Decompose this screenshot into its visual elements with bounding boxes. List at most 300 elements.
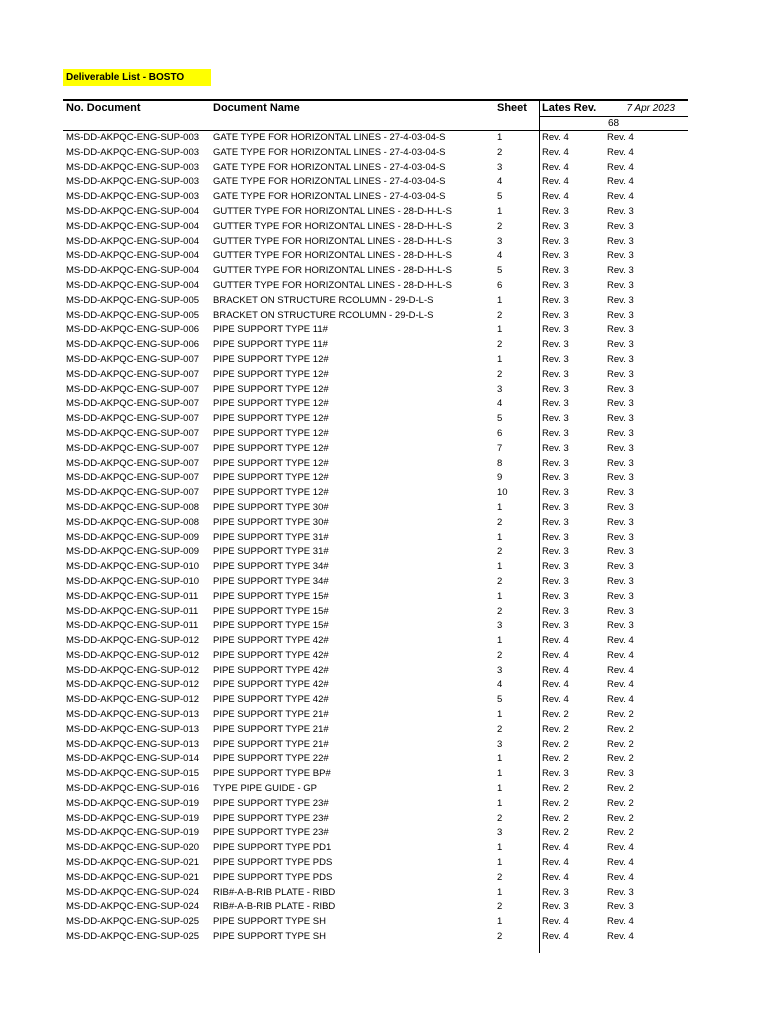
- cell-sheet: 1: [497, 635, 503, 647]
- cell-document-number: MS-DD-AKPQC-ENG-SUP-016: [66, 783, 200, 795]
- cell-sheet: 3: [497, 161, 503, 173]
- table-row: [0, 264, 768, 279]
- table-row: [0, 871, 768, 886]
- cell-sheet: 2: [497, 339, 503, 351]
- cell-current-rev: Rev. 4: [607, 842, 634, 854]
- cell-document-number: MS-DD-AKPQC-ENG-SUP-005: [66, 309, 200, 321]
- document-title: Deliverable List - BOSTO: [63, 69, 211, 86]
- cell-document-number: MS-DD-AKPQC-ENG-SUP-012: [66, 635, 200, 647]
- cell-document-number: MS-DD-AKPQC-ENG-SUP-020: [66, 842, 200, 854]
- cell-document-name: PIPE SUPPORT TYPE 12#: [213, 487, 329, 499]
- cell-sheet: 1: [497, 294, 503, 306]
- cell-current-rev: Rev. 3: [607, 413, 634, 425]
- cell-current-rev: Rev. 2: [607, 827, 634, 839]
- cell-document-name: PIPE SUPPORT TYPE SH: [213, 931, 326, 943]
- cell-document-name: PIPE SUPPORT TYPE 11#: [213, 339, 328, 351]
- cell-document-number: MS-DD-AKPQC-ENG-SUP-004: [66, 235, 200, 247]
- cell-document-name: PIPE SUPPORT TYPE 30#: [213, 516, 329, 528]
- cell-document-name: PIPE SUPPORT TYPE 34#: [213, 575, 329, 587]
- cell-document-name: PIPE SUPPORT TYPE 12#: [213, 383, 329, 395]
- cell-document-name: TYPE PIPE GUIDE - GP: [213, 783, 317, 795]
- subheader-count: 68: [608, 118, 620, 129]
- cell-sheet: 6: [497, 279, 503, 291]
- cell-sheet: 2: [497, 901, 503, 913]
- cell-lates-rev: Rev. 3: [542, 353, 569, 365]
- table-row: [0, 397, 768, 412]
- cell-document-name: GUTTER TYPE FOR HORIZONTAL LINES - 28-D-H-L-S: [213, 279, 452, 291]
- cell-sheet: 1: [497, 886, 503, 898]
- cell-sheet: 5: [497, 413, 503, 425]
- cell-lates-rev: Rev. 2: [542, 797, 569, 809]
- cell-document-number: MS-DD-AKPQC-ENG-SUP-021: [66, 871, 200, 883]
- cell-current-rev: Rev. 3: [607, 427, 634, 439]
- cell-lates-rev: Rev. 4: [542, 871, 569, 883]
- cell-current-rev: Rev. 3: [607, 516, 634, 528]
- table-row: [0, 693, 768, 708]
- cell-sheet: 3: [497, 235, 503, 247]
- cell-document-name: PIPE SUPPORT TYPE 15#: [213, 605, 329, 617]
- cell-document-number: MS-DD-AKPQC-ENG-SUP-021: [66, 857, 200, 869]
- cell-document-name: PIPE SUPPORT TYPE PD1: [213, 842, 332, 854]
- cell-lates-rev: Rev. 3: [542, 487, 569, 499]
- table-row: [0, 516, 768, 531]
- cell-lates-rev: Rev. 3: [542, 442, 569, 454]
- cell-current-rev: Rev. 3: [607, 620, 634, 632]
- table-row: [0, 723, 768, 738]
- table-row: [0, 856, 768, 871]
- cell-document-number: MS-DD-AKPQC-ENG-SUP-004: [66, 250, 200, 262]
- table-row: [0, 664, 768, 679]
- cell-document-number: MS-DD-AKPQC-ENG-SUP-007: [66, 427, 200, 439]
- cell-sheet: 10: [497, 487, 508, 499]
- cell-document-number: MS-DD-AKPQC-ENG-SUP-013: [66, 738, 200, 750]
- cell-document-name: PIPE SUPPORT TYPE 21#: [213, 738, 329, 750]
- cell-current-rev: Rev. 3: [607, 531, 634, 543]
- cell-lates-rev: Rev. 4: [542, 191, 569, 203]
- cell-lates-rev: Rev. 4: [542, 664, 569, 676]
- cell-document-name: BRACKET ON STRUCTURE RCOLUMN - 29-D-L-S: [213, 294, 434, 306]
- cell-sheet: 5: [497, 265, 503, 277]
- cell-lates-rev: Rev. 3: [542, 279, 569, 291]
- cell-current-rev: Rev. 3: [607, 353, 634, 365]
- cell-document-name: GUTTER TYPE FOR HORIZONTAL LINES - 28-D-H-L-S: [213, 235, 452, 247]
- cell-current-rev: Rev. 4: [607, 146, 634, 158]
- cell-current-rev: Rev. 2: [607, 797, 634, 809]
- cell-current-rev: Rev. 3: [607, 442, 634, 454]
- cell-sheet: 1: [497, 324, 503, 336]
- cell-document-number: MS-DD-AKPQC-ENG-SUP-003: [66, 132, 200, 143]
- table-row: [0, 634, 768, 649]
- cell-document-name: PIPE SUPPORT TYPE 12#: [213, 427, 329, 439]
- cell-sheet: 4: [497, 398, 503, 410]
- table-row: [0, 471, 768, 486]
- table-row: [0, 205, 768, 220]
- cell-lates-rev: Rev. 4: [542, 842, 569, 854]
- cell-sheet: 4: [497, 679, 503, 691]
- cell-lates-rev: Rev. 2: [542, 709, 569, 721]
- cell-document-number: MS-DD-AKPQC-ENG-SUP-013: [66, 709, 200, 721]
- cell-current-rev: Rev. 4: [607, 694, 634, 706]
- cell-lates-rev: Rev. 3: [542, 427, 569, 439]
- cell-sheet: 2: [497, 146, 503, 158]
- cell-current-rev: Rev. 3: [607, 294, 634, 306]
- cell-document-name: PIPE SUPPORT TYPE 42#: [213, 694, 329, 706]
- cell-lates-rev: Rev. 4: [542, 176, 569, 188]
- cell-lates-rev: Rev. 4: [542, 132, 569, 143]
- cell-lates-rev: Rev. 3: [542, 575, 569, 587]
- table-row: [0, 175, 768, 190]
- cell-document-number: MS-DD-AKPQC-ENG-SUP-006: [66, 339, 200, 351]
- cell-document-number: MS-DD-AKPQC-ENG-SUP-014: [66, 753, 200, 765]
- cell-sheet: 4: [497, 250, 503, 262]
- cell-lates-rev: Rev. 4: [542, 146, 569, 158]
- cell-sheet: 1: [497, 531, 503, 543]
- cell-document-number: MS-DD-AKPQC-ENG-SUP-007: [66, 383, 200, 395]
- cell-current-rev: Rev. 3: [607, 457, 634, 469]
- cell-lates-rev: Rev. 4: [542, 857, 569, 869]
- cell-document-number: MS-DD-AKPQC-ENG-SUP-008: [66, 516, 200, 528]
- cell-document-name: PIPE SUPPORT TYPE 12#: [213, 368, 329, 380]
- cell-current-rev: Rev. 4: [607, 857, 634, 869]
- cell-document-name: BRACKET ON STRUCTURE RCOLUMN - 29-D-L-S: [213, 309, 434, 321]
- cell-lates-rev: Rev. 4: [542, 679, 569, 691]
- cell-current-rev: Rev. 2: [607, 753, 634, 765]
- cell-document-name: GATE TYPE FOR HORIZONTAL LINES - 27-4-03-04-S: [213, 191, 446, 203]
- cell-current-rev: Rev. 2: [607, 709, 634, 721]
- cell-sheet: 5: [497, 191, 503, 203]
- table-row: [0, 930, 768, 945]
- cell-document-name: GATE TYPE FOR HORIZONTAL LINES - 27-4-03-04-S: [213, 161, 446, 173]
- cell-sheet: 1: [497, 842, 503, 854]
- cell-document-number: MS-DD-AKPQC-ENG-SUP-010: [66, 561, 200, 573]
- cell-lates-rev: Rev. 3: [542, 398, 569, 410]
- cell-document-number: MS-DD-AKPQC-ENG-SUP-009: [66, 546, 200, 558]
- cell-sheet: 3: [497, 383, 503, 395]
- table-row: [0, 841, 768, 856]
- cell-document-number: MS-DD-AKPQC-ENG-SUP-012: [66, 664, 200, 676]
- cell-document-number: MS-DD-AKPQC-ENG-SUP-007: [66, 442, 200, 454]
- cell-document-number: MS-DD-AKPQC-ENG-SUP-011: [66, 620, 199, 632]
- cell-document-name: RIB#-A-B-RIB PLATE - RIBD: [213, 886, 336, 898]
- cell-sheet: 1: [497, 916, 503, 928]
- table-row: [0, 886, 768, 901]
- cell-sheet: 1: [497, 753, 503, 765]
- cell-document-number: MS-DD-AKPQC-ENG-SUP-012: [66, 679, 200, 691]
- cell-current-rev: Rev. 4: [607, 635, 634, 647]
- cell-document-number: MS-DD-AKPQC-ENG-SUP-011: [66, 605, 199, 617]
- cell-lates-rev: Rev. 4: [542, 161, 569, 173]
- cell-lates-rev: Rev. 3: [542, 294, 569, 306]
- cell-lates-rev: Rev. 2: [542, 827, 569, 839]
- cell-lates-rev: Rev. 2: [542, 723, 569, 735]
- cell-sheet: 9: [497, 472, 503, 484]
- cell-sheet: 1: [497, 797, 503, 809]
- cell-current-rev: Rev. 2: [607, 783, 634, 795]
- cell-lates-rev: Rev. 3: [542, 457, 569, 469]
- cell-lates-rev: Rev. 4: [542, 635, 569, 647]
- cell-lates-rev: Rev. 3: [542, 413, 569, 425]
- cell-current-rev: Rev. 4: [607, 191, 634, 203]
- cell-lates-rev: Rev. 3: [542, 590, 569, 602]
- cell-lates-rev: Rev. 4: [542, 916, 569, 928]
- cell-lates-rev: Rev. 3: [542, 324, 569, 336]
- cell-document-name: PIPE SUPPORT TYPE 12#: [213, 457, 329, 469]
- table-row: [0, 190, 768, 205]
- cell-lates-rev: Rev. 4: [542, 649, 569, 661]
- table-row: [0, 649, 768, 664]
- cell-sheet: 2: [497, 812, 503, 824]
- cell-sheet: 1: [497, 132, 503, 143]
- cell-current-rev: Rev. 4: [607, 649, 634, 661]
- cell-document-name: PIPE SUPPORT TYPE 23#: [213, 827, 329, 839]
- cell-sheet: 7: [497, 442, 503, 454]
- table-row: [0, 560, 768, 575]
- table-row: [0, 619, 768, 634]
- cell-lates-rev: Rev. 3: [542, 901, 569, 913]
- cell-document-name: GUTTER TYPE FOR HORIZONTAL LINES - 28-D-H-L-S: [213, 250, 452, 262]
- table-row: [0, 605, 768, 620]
- cell-document-name: PIPE SUPPORT TYPE BP#: [213, 768, 331, 780]
- cell-sheet: 6: [497, 427, 503, 439]
- cell-lates-rev: Rev. 3: [542, 250, 569, 262]
- cell-document-name: PIPE SUPPORT TYPE 42#: [213, 635, 329, 647]
- cell-document-name: PIPE SUPPORT TYPE 21#: [213, 709, 329, 721]
- cell-document-number: MS-DD-AKPQC-ENG-SUP-004: [66, 279, 200, 291]
- table-row: [0, 752, 768, 767]
- table-row: [0, 738, 768, 753]
- cell-document-number: MS-DD-AKPQC-ENG-SUP-003: [66, 191, 200, 203]
- cell-sheet: 3: [497, 827, 503, 839]
- cell-lates-rev: Rev. 3: [542, 368, 569, 380]
- cell-current-rev: Rev. 3: [607, 368, 634, 380]
- cell-document-number: MS-DD-AKPQC-ENG-SUP-019: [66, 797, 200, 809]
- table-row: [0, 368, 768, 383]
- cell-current-rev: Rev. 3: [607, 546, 634, 558]
- cell-lates-rev: Rev. 3: [542, 339, 569, 351]
- cell-lates-rev: Rev. 3: [542, 516, 569, 528]
- table-row: [0, 915, 768, 930]
- cell-document-number: MS-DD-AKPQC-ENG-SUP-005: [66, 294, 200, 306]
- cell-lates-rev: Rev. 3: [542, 886, 569, 898]
- cell-lates-rev: Rev. 2: [542, 753, 569, 765]
- cell-lates-rev: Rev. 3: [542, 472, 569, 484]
- cell-lates-rev: Rev. 3: [542, 501, 569, 513]
- cell-current-rev: Rev. 4: [607, 161, 634, 173]
- cell-lates-rev: Rev. 3: [542, 235, 569, 247]
- cell-current-rev: Rev. 4: [607, 664, 634, 676]
- cell-sheet: 1: [497, 709, 503, 721]
- cell-lates-rev: Rev. 3: [542, 561, 569, 573]
- table-row: [0, 442, 768, 457]
- header-date: 7 Apr 2023: [626, 103, 675, 114]
- cell-sheet: 2: [497, 723, 503, 735]
- cell-document-number: MS-DD-AKPQC-ENG-SUP-004: [66, 205, 200, 217]
- table-row: [0, 575, 768, 590]
- cell-document-name: PIPE SUPPORT TYPE PDS: [213, 857, 333, 869]
- cell-document-name: PIPE SUPPORT TYPE 31#: [213, 531, 329, 543]
- cell-document-name: PIPE SUPPORT TYPE 11#: [213, 324, 328, 336]
- cell-current-rev: Rev. 3: [607, 220, 634, 232]
- cell-current-rev: Rev. 4: [607, 871, 634, 883]
- cell-sheet: 1: [497, 768, 503, 780]
- cell-document-name: PIPE SUPPORT TYPE 42#: [213, 664, 329, 676]
- cell-document-number: MS-DD-AKPQC-ENG-SUP-007: [66, 457, 200, 469]
- cell-current-rev: Rev. 3: [607, 250, 634, 262]
- cell-sheet: 1: [497, 590, 503, 602]
- cell-current-rev: Rev. 3: [607, 501, 634, 513]
- cell-current-rev: Rev. 4: [607, 176, 634, 188]
- cell-document-number: MS-DD-AKPQC-ENG-SUP-012: [66, 649, 200, 661]
- cell-current-rev: Rev. 3: [607, 590, 634, 602]
- cell-sheet: 2: [497, 605, 503, 617]
- cell-document-number: MS-DD-AKPQC-ENG-SUP-006: [66, 324, 200, 336]
- cell-current-rev: Rev. 3: [607, 324, 634, 336]
- table-row: [0, 294, 768, 309]
- cell-current-rev: Rev. 4: [607, 132, 634, 143]
- cell-document-name: PIPE SUPPORT TYPE 12#: [213, 413, 329, 425]
- cell-document-number: MS-DD-AKPQC-ENG-SUP-024: [66, 901, 200, 913]
- cell-document-name: PIPE SUPPORT TYPE 31#: [213, 546, 329, 558]
- cell-lates-rev: Rev. 3: [542, 605, 569, 617]
- cell-current-rev: Rev. 3: [607, 205, 634, 217]
- table-row: [0, 249, 768, 264]
- cell-current-rev: Rev. 2: [607, 738, 634, 750]
- table-row: [0, 412, 768, 427]
- cell-document-number: MS-DD-AKPQC-ENG-SUP-025: [66, 931, 200, 943]
- cell-sheet: 2: [497, 309, 503, 321]
- cell-current-rev: Rev. 2: [607, 812, 634, 824]
- table-row: [0, 353, 768, 368]
- cell-sheet: 1: [497, 353, 503, 365]
- cell-current-rev: Rev. 3: [607, 487, 634, 499]
- cell-sheet: 2: [497, 575, 503, 587]
- cell-current-rev: Rev. 3: [607, 235, 634, 247]
- cell-document-number: MS-DD-AKPQC-ENG-SUP-003: [66, 146, 200, 158]
- cell-current-rev: Rev. 3: [607, 279, 634, 291]
- cell-document-name: PIPE SUPPORT TYPE 42#: [213, 649, 329, 661]
- cell-document-number: MS-DD-AKPQC-ENG-SUP-007: [66, 487, 200, 499]
- cell-document-name: PIPE SUPPORT TYPE 21#: [213, 723, 329, 735]
- cell-current-rev: Rev. 3: [607, 901, 634, 913]
- cell-document-number: MS-DD-AKPQC-ENG-SUP-024: [66, 886, 200, 898]
- cell-sheet: 1: [497, 783, 503, 795]
- table-row: [0, 900, 768, 915]
- cell-document-name: PIPE SUPPORT TYPE 12#: [213, 442, 329, 454]
- table-row: [0, 501, 768, 516]
- table-row: [0, 131, 768, 146]
- table-row: [0, 486, 768, 501]
- cell-document-name: PIPE SUPPORT TYPE 22#: [213, 753, 329, 765]
- cell-document-name: PIPE SUPPORT TYPE PDS: [213, 871, 333, 883]
- cell-current-rev: Rev. 3: [607, 398, 634, 410]
- cell-sheet: 3: [497, 620, 503, 632]
- cell-lates-rev: Rev. 3: [542, 620, 569, 632]
- table-row: [0, 826, 768, 841]
- table-row: [0, 782, 768, 797]
- cell-document-number: MS-DD-AKPQC-ENG-SUP-004: [66, 220, 200, 232]
- table-row: [0, 235, 768, 250]
- table-row: [0, 812, 768, 827]
- cell-sheet: 3: [497, 738, 503, 750]
- table-row: [0, 708, 768, 723]
- cell-document-number: MS-DD-AKPQC-ENG-SUP-007: [66, 353, 200, 365]
- cell-current-rev: Rev. 3: [607, 339, 634, 351]
- cell-lates-rev: Rev. 4: [542, 931, 569, 943]
- table-row: [0, 545, 768, 560]
- cell-current-rev: Rev. 3: [607, 605, 634, 617]
- cell-sheet: 8: [497, 457, 503, 469]
- cell-document-name: PIPE SUPPORT TYPE 42#: [213, 679, 329, 691]
- cell-document-name: PIPE SUPPORT TYPE 15#: [213, 620, 329, 632]
- cell-sheet: 3: [497, 664, 503, 676]
- cell-lates-rev: Rev. 3: [542, 265, 569, 277]
- cell-document-name: GUTTER TYPE FOR HORIZONTAL LINES - 28-D-H-L-S: [213, 220, 452, 232]
- cell-document-name: PIPE SUPPORT TYPE 34#: [213, 561, 329, 573]
- cell-document-number: MS-DD-AKPQC-ENG-SUP-007: [66, 368, 200, 380]
- cell-document-name: PIPE SUPPORT TYPE SH: [213, 916, 326, 928]
- cell-lates-rev: Rev. 2: [542, 812, 569, 824]
- cell-current-rev: Rev. 4: [607, 931, 634, 943]
- table-row: [0, 457, 768, 472]
- cell-sheet: 2: [497, 546, 503, 558]
- cell-lates-rev: Rev. 3: [542, 205, 569, 217]
- cell-document-number: MS-DD-AKPQC-ENG-SUP-025: [66, 916, 200, 928]
- cell-document-number: MS-DD-AKPQC-ENG-SUP-012: [66, 694, 200, 706]
- cell-document-name: GATE TYPE FOR HORIZONTAL LINES - 27-4-03-04-S: [213, 146, 446, 158]
- cell-document-name: RIB#-A-B-RIB PLATE - RIBD: [213, 901, 336, 913]
- cell-document-number: MS-DD-AKPQC-ENG-SUP-015: [66, 768, 200, 780]
- cell-document-number: MS-DD-AKPQC-ENG-SUP-003: [66, 176, 200, 188]
- cell-document-name: GATE TYPE FOR HORIZONTAL LINES - 27-4-03-04-S: [213, 132, 446, 143]
- cell-lates-rev: Rev. 2: [542, 738, 569, 750]
- table-row: [0, 220, 768, 235]
- cell-sheet: 5: [497, 694, 503, 706]
- cell-document-name: PIPE SUPPORT TYPE 12#: [213, 472, 329, 484]
- cell-document-number: MS-DD-AKPQC-ENG-SUP-004: [66, 265, 200, 277]
- table-row: [0, 590, 768, 605]
- cell-sheet: 2: [497, 931, 503, 943]
- cell-current-rev: Rev. 2: [607, 723, 634, 735]
- header-sheet: Sheet: [497, 102, 527, 114]
- cell-document-number: MS-DD-AKPQC-ENG-SUP-008: [66, 501, 200, 513]
- cell-document-number: MS-DD-AKPQC-ENG-SUP-010: [66, 575, 200, 587]
- cell-current-rev: Rev. 3: [607, 309, 634, 321]
- cell-sheet: 4: [497, 176, 503, 188]
- cell-document-number: MS-DD-AKPQC-ENG-SUP-013: [66, 723, 200, 735]
- cell-sheet: 2: [497, 516, 503, 528]
- cell-lates-rev: Rev. 3: [542, 383, 569, 395]
- cell-document-number: MS-DD-AKPQC-ENG-SUP-019: [66, 827, 200, 839]
- table-row: [0, 146, 768, 161]
- cell-lates-rev: Rev. 3: [542, 768, 569, 780]
- table-row: [0, 161, 768, 176]
- cell-document-number: MS-DD-AKPQC-ENG-SUP-007: [66, 398, 200, 410]
- cell-lates-rev: Rev. 2: [542, 783, 569, 795]
- cell-document-number: MS-DD-AKPQC-ENG-SUP-007: [66, 413, 200, 425]
- cell-current-rev: Rev. 3: [607, 472, 634, 484]
- table-row: [0, 531, 768, 546]
- cell-document-name: PIPE SUPPORT TYPE 30#: [213, 501, 329, 513]
- cell-document-name: PIPE SUPPORT TYPE 12#: [213, 398, 329, 410]
- cell-document-number: MS-DD-AKPQC-ENG-SUP-003: [66, 161, 200, 173]
- table-row: [0, 323, 768, 338]
- cell-sheet: 1: [497, 561, 503, 573]
- table-row: [0, 309, 768, 324]
- table-row: [0, 427, 768, 442]
- cell-current-rev: Rev. 3: [607, 265, 634, 277]
- cell-lates-rev: Rev. 3: [542, 546, 569, 558]
- cell-document-number: MS-DD-AKPQC-ENG-SUP-011: [66, 590, 199, 602]
